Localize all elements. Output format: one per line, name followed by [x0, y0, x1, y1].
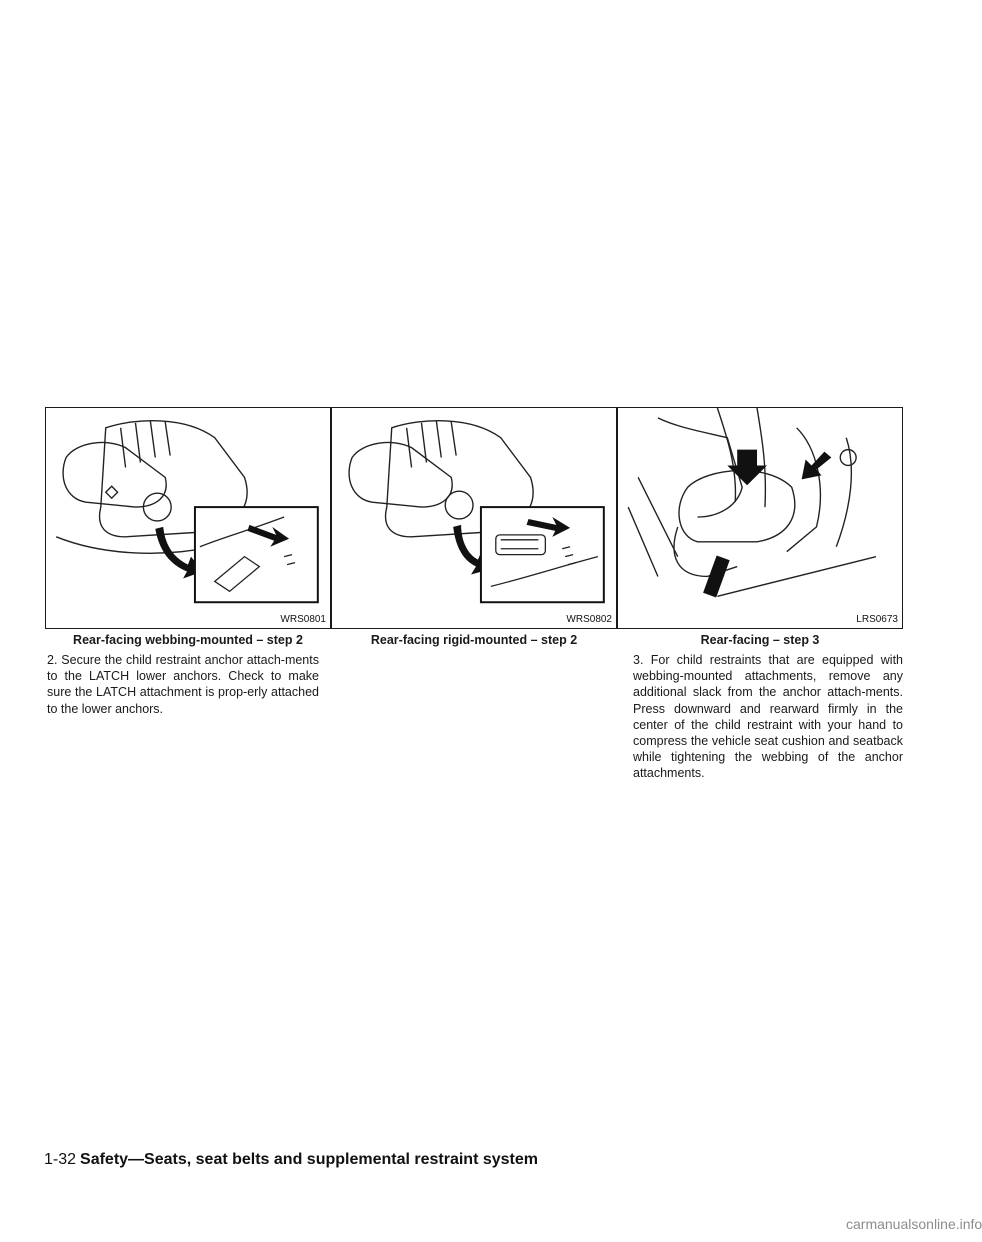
figure-caption: Rear-facing – step 3 [700, 633, 820, 647]
watermark: carmanualsonline.info [846, 1216, 982, 1232]
figure-step-3 [617, 407, 903, 629]
page-footer [44, 1150, 538, 1170]
step-2-text: 2. Secure the child restraint anchor attach-ments to the LATCH lower anchors. Check to make sure the LATCH attachment is prop-erly attached to the lower anchors. [47, 653, 319, 716]
figure-code: WRS0801 [280, 614, 326, 625]
figure-code: WRS0802 [566, 614, 612, 625]
seat-latch-illustration [332, 408, 616, 628]
step-3-text: 3. For child restraints that are equipped with webbing-mounted attachments, remove any additional slack from the anchor attach-ments. Press downward and rearward firmly in the center of the child restraint with your hand to compress the vehicle seat cushion and seatback while tightening the webbing of the anchor attachments. [633, 653, 903, 781]
section-title: Safety—Seats, seat belts and supplemental restraint system [80, 1151, 538, 1168]
figure-code: LRS0673 [856, 614, 898, 625]
hand-press-illustration [618, 408, 902, 628]
figure-caption: Rear-facing webbing-mounted – step 2 [73, 633, 303, 647]
seat-latch-illustration [46, 408, 330, 628]
figure-caption: Rear-facing rigid-mounted – step 2 [370, 633, 578, 647]
figure-webbing-mounted [45, 407, 331, 629]
figure-rigid-mounted [331, 407, 617, 629]
page-number: 1-32 [44, 1151, 77, 1168]
